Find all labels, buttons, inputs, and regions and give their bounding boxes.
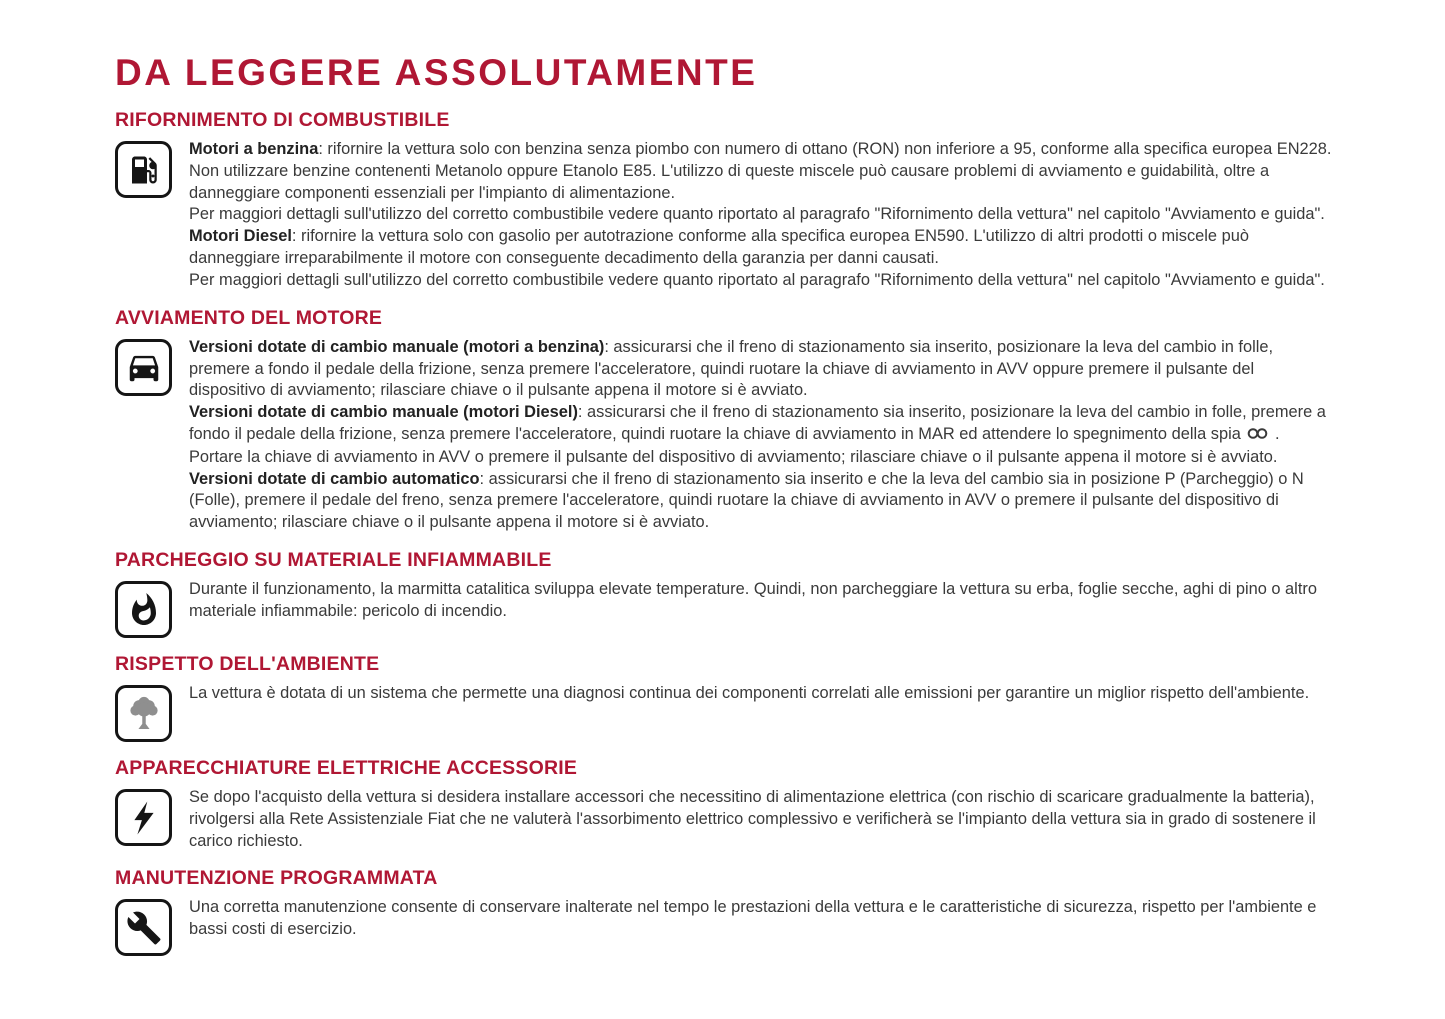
section-text — [189, 683, 1309, 705]
flame-icon — [115, 581, 172, 638]
paragraph — [189, 226, 1333, 270]
paragraph-text: : assicurarsi che il freno di stazionamento sia inserito, posizionare la leva del cambio in folle, premere a fondo il pedale della frizione, senza premere l'acceleratore, quindi ruotare la chiave di avviamento in MAR ed attendere lo spegnimento della spia — [189, 403, 1326, 443]
paragraph — [189, 469, 1333, 534]
paragraph-lead: Versioni dotate di cambio manuale (motori a benzina) — [189, 337, 605, 356]
paragraph-text: Per maggiori dettagli sull'utilizzo del corretto combustibile vedere quanto riportato al paragrafo "Rifornimento della vettura" nel capitolo "Avviamento e guida". — [189, 205, 1325, 224]
section-heading: APPARECCHIATURE ELETTRICHE ACCESSORIE — [115, 757, 578, 779]
paragraph-text: : rifornire la vettura solo con benzina senza piombo con numero di ottano (RON) non inferiore a 95, conforme alla specifica europea EN228. Non utilizzare benzine contenenti Metanolo oppure Etanolo E85. L'utilizzo di queste miscele può causare problemi di avviamento e guidabilità, oltre a danneggiare componenti essenziali per l'impianto di alimentazione. — [189, 140, 1332, 202]
section-body — [115, 139, 1333, 292]
paragraph-lead: Versioni dotate di cambio automatico — [189, 469, 480, 488]
section-text — [189, 337, 1333, 534]
lightning-bolt-glyph — [126, 800, 162, 836]
car-front-icon — [115, 339, 172, 396]
lightning-bolt-icon — [115, 789, 172, 846]
paragraph — [189, 579, 1333, 623]
paragraph-text: Per maggiori dettagli sull'utilizzo del corretto combustibile vedere quanto riportato al paragrafo "Rifornimento della vettura" nel capitolo "Avviamento e guida". — [189, 270, 1325, 289]
section-body — [115, 897, 1333, 956]
tree-glyph — [125, 695, 163, 733]
paragraph-text: : assicurarsi che il freno di stazionamento sia inserito, posizionare la leva del cambio in folle, premere a fondo il pedale della frizione, senza premere l'acceleratore, quindi ruotare la chiave di avviamento in AVV oppure premere il pulsante del dispositivo di avviamento; rilasciare chiave o il pulsante appena il motore si è avviato. — [189, 337, 1274, 400]
paragraph — [189, 139, 1333, 204]
section-heading: PARCHEGGIO SU MATERIALE INFIAMMABILE — [115, 549, 552, 571]
paragraph-text: : assicurarsi che il freno di stazionamento sia inserito e che la leva del cambio sia in posizione P (Parcheggio) o N (Folle), premere il pedale del freno, senza premere l'acceleratore, quindi ruotare la chiave di avviamento in AVV o premere il pulsante del dispositivo di avviamento; rilasciare chiave o il pulsante appena il motore si è avviato. — [189, 469, 1304, 532]
wrench-icon — [115, 899, 172, 956]
paragraph — [189, 204, 1333, 226]
section-heading: AVVIAMENTO DEL MOTORE — [115, 306, 383, 329]
glow-plug-indicator-icon — [1247, 425, 1268, 447]
flame-glyph — [126, 592, 162, 628]
paragraph-text: : rifornire la vettura solo con gasolio per autotrazione conforme alla specifica europea EN590. L'utilizzo di altri prodotti o miscele può danneggiare irreparabilmente il motore con conseguente decadimento della garanzia per danni causati. — [189, 227, 1249, 268]
paragraph — [189, 683, 1309, 705]
paragraph-text: . Portare la chiave di avviamento in AVV o premere il pulsante del dispositivo di avviamento; rilasciare chiave o il pulsante appena il motore si è avviato. — [189, 424, 1280, 466]
section-heading: MANUTENZIONE PROGRAMMATA — [115, 867, 438, 890]
section-text — [189, 139, 1333, 292]
section-rifornimento-combustibile — [115, 109, 1333, 292]
section-body — [115, 579, 1333, 638]
section-body — [115, 787, 1333, 852]
section-rispetto-ambiente — [115, 653, 1333, 742]
section-apparecchiature-elettriche — [115, 757, 1333, 852]
paragraph — [189, 787, 1333, 852]
section-body — [115, 683, 1333, 742]
fuel-pump-icon — [115, 141, 172, 198]
paragraph — [189, 402, 1333, 468]
paragraph-lead: Versioni dotate di cambio manuale (motori Diesel) — [189, 403, 578, 422]
section-avviamento-motore — [115, 307, 1333, 534]
section-text — [189, 897, 1333, 941]
wrench-glyph — [126, 910, 162, 946]
section-text — [189, 787, 1333, 852]
fuel-pump-glyph — [126, 152, 162, 188]
section-manutenzione-programmata — [115, 867, 1333, 956]
page-title: DA LEGGERE ASSOLUTAMENTE — [115, 52, 758, 93]
paragraph-text: Se dopo l'acquisto della vettura si desidera installare accessori che necessitino di alimentazione elettrica (con rischio di scaricare gradualmente la batteria), rivolgersi alla Rete Assistenziale Fiat che ne valuterà l'assorbimento elettrico complessivo e verificherà se l'impianto della vettura sia in grado di sostenere il carico richiesto. — [189, 788, 1316, 850]
section-text — [189, 579, 1333, 623]
paragraph-text: Una corretta manutenzione consente di conservare inalterate nel tempo le prestazioni della vettura e le caratteristiche di sicurezza, rispetto per l'ambiente e bassi costi di esercizio. — [189, 898, 1317, 939]
car-front-glyph — [125, 348, 163, 386]
section-body — [115, 337, 1333, 534]
paragraph — [189, 897, 1333, 941]
paragraph-lead: Motori Diesel — [189, 227, 292, 246]
tree-icon — [115, 685, 172, 742]
paragraph-text: La vettura è dotata di un sistema che permette una diagnosi continua dei componenti correlati alle emissioni per garantire un miglior rispetto dell'ambiente. — [189, 684, 1310, 702]
section-parcheggio-infiammabile — [115, 549, 1333, 638]
paragraph — [189, 270, 1333, 292]
paragraph — [189, 337, 1333, 402]
paragraph-lead: Motori a benzina — [189, 140, 319, 158]
section-heading: RISPETTO DELL'AMBIENTE — [115, 653, 380, 675]
paragraph-text: Durante il funzionamento, la marmitta catalitica sviluppa elevate temperature. Quindi, non parcheggiare la vettura su erba, foglie secche, aghi di pino o altro materiale infiammabile: pericolo di incendio. — [189, 580, 1317, 620]
section-heading: RIFORNIMENTO DI COMBUSTIBILE — [115, 109, 450, 131]
